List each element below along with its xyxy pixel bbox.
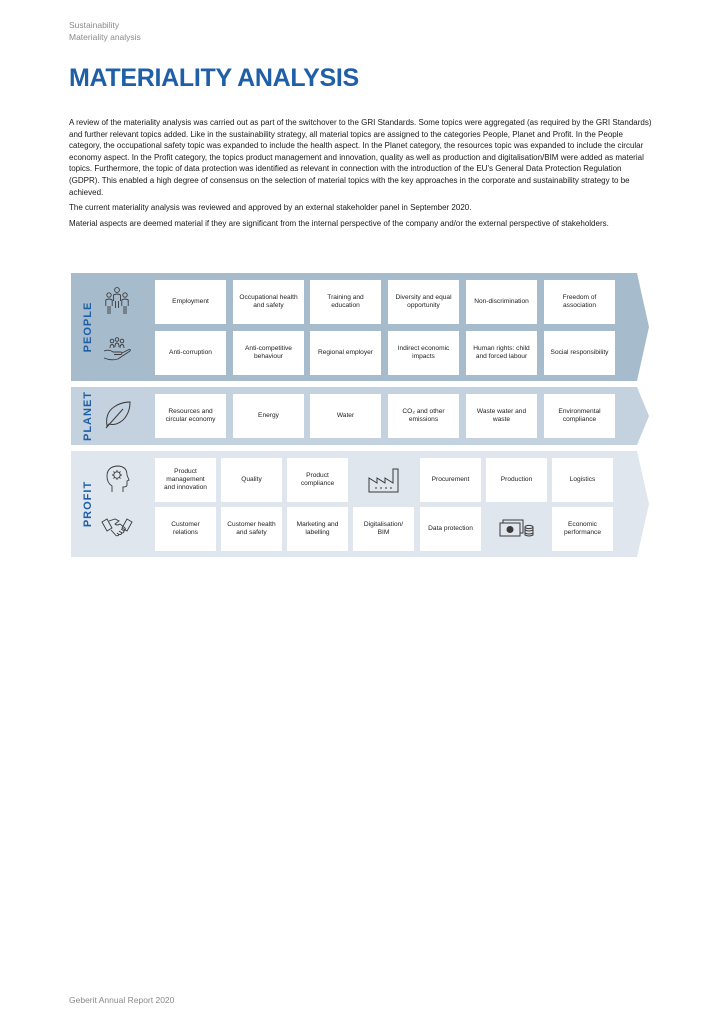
topic-employment: Employment [155, 280, 226, 324]
breadcrumb-section: Sustainability [69, 20, 120, 30]
topic-anti-competitive: Anti-competitive behaviour [233, 331, 304, 375]
topic-digitalisation-bim: Digitalisation/ BIM [353, 507, 414, 551]
topic-training: Training and education [310, 280, 381, 324]
breadcrumb [69, 19, 141, 43]
topic-environmental-compliance: Environmental compliance [544, 394, 615, 438]
topic-water: Water [310, 394, 381, 438]
page-title: MATERIALITY ANALYSIS [69, 64, 359, 92]
topic-social-responsibility: Social responsibility [544, 331, 615, 375]
profit-label: PROFIT [82, 480, 94, 528]
topic-occupational-health: Occupational health and safety [233, 280, 304, 324]
people-band [71, 273, 649, 381]
money-icon [499, 518, 535, 540]
hands-care-icon [101, 335, 133, 365]
topic-energy: Energy [233, 394, 304, 438]
topic-customer-relations: Customer relations [155, 507, 216, 551]
planet-band [71, 387, 649, 445]
topic-marketing-labelling: Marketing and labelling [287, 507, 348, 551]
money-icon-slot [486, 507, 547, 551]
topic-data-protection: Data protection [420, 507, 481, 551]
topic-non-discrimination: Non-discrimination [466, 280, 537, 324]
leaf-icon [102, 399, 134, 429]
breadcrumb-page: Materiality analysis [69, 32, 141, 42]
intro-text [69, 117, 653, 233]
paragraph: The current materiality analysis was reviewed and approved by an external stakeholder panel in September 2020. [69, 203, 472, 213]
factory-icon-slot [353, 458, 414, 502]
planet-label: PLANET [82, 391, 94, 441]
topic-economic-performance: Economic performance [552, 507, 613, 551]
topic-regional-employer: Regional employer [310, 331, 381, 375]
topic-product-compliance: Product compliance [287, 458, 348, 502]
handshake-icon [101, 512, 133, 542]
topic-diversity: Diversity and equal opportunity [388, 280, 459, 324]
topic-waste-water: Waste water and waste [466, 394, 537, 438]
head-gear-icon [102, 463, 134, 493]
topic-co2-emissions: CO₂ and other emissions [388, 394, 459, 438]
page-footer: Geberit Annual Report 2020 [69, 995, 175, 1005]
topic-customer-health: Customer health and safety [221, 507, 282, 551]
topic-freedom-association: Freedom of association [544, 280, 615, 324]
profit-band [71, 451, 649, 557]
topic-logistics: Logistics [552, 458, 613, 502]
topic-production: Production [486, 458, 547, 502]
topic-resources: Resources and circular economy [155, 394, 226, 438]
factory-icon [367, 466, 401, 494]
topic-anti-corruption: Anti-corruption [155, 331, 226, 375]
topic-indirect-economic: Indirect economic impacts [388, 331, 459, 375]
topic-quality: Quality [221, 458, 282, 502]
people-group-icon [101, 286, 133, 316]
topic-procurement: Procurement [420, 458, 481, 502]
topic-human-rights: Human rights: child and forced labour [466, 331, 537, 375]
people-label: PEOPLE [82, 301, 94, 353]
paragraph: A review of the materiality analysis was carried out as part of the switchover to the GRI Standards. Some topics were aggregated (as required by the GRI Standards) and further relevant topics added. Like in the sustainability strategy, all material topics are assigned to the categories People, Planet and Profit. In the People category, the occupational safety topic was expanded to include the health aspect. In the Planet category, the resources topic was expanded to include the circular economy aspect. In the Profit category, the topics product management and innovation, quality as well as production and digitalisation/BIM were added as material topics. Furthermore, the topic of data protection was identified as relevant in connection with the introduction of the EU's General Data Protection Regulation (GDPR). This enabled a high degree of consensus on the selection of material topics with the key approaches in the corporate and sustainability strategy to be achieved. [69, 118, 652, 197]
paragraph: Material aspects are deemed material if they are significant from the internal perspective of the company and/or the external perspective of stakeholders. [69, 218, 609, 228]
topic-product-management: Product management and innovation [155, 458, 216, 502]
